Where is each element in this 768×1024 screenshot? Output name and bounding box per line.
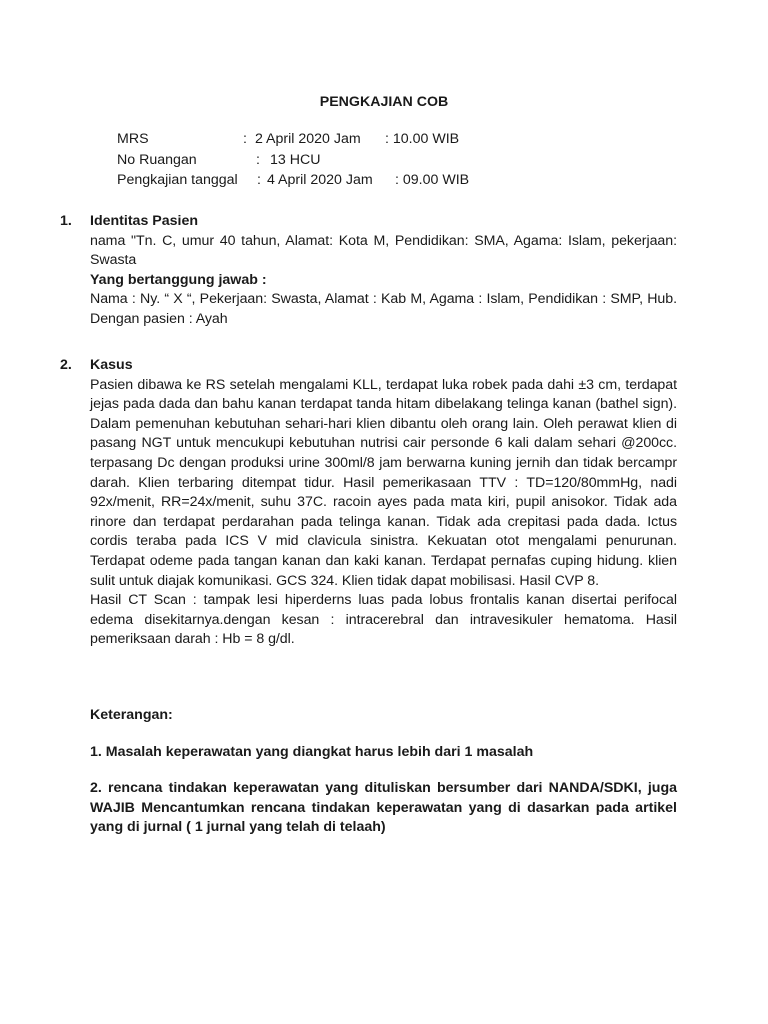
- admission-separator: :: [243, 131, 247, 147]
- admission-label: MRS: [117, 131, 149, 147]
- section-title: Kasus: [90, 357, 133, 373]
- notes-section: [90, 706, 677, 838]
- admission-separator: :: [256, 151, 260, 168]
- admission-value: 13 HCU: [270, 151, 321, 168]
- admission-time: : 09.00 WIB: [395, 172, 470, 189]
- section-number: 1.: [60, 213, 72, 229]
- guardian-heading: Yang bertanggung jawab :: [90, 271, 267, 288]
- section-number: 2.: [60, 357, 72, 373]
- admission-value: 2 April 2020 Jam: [255, 131, 361, 147]
- admission-separator: :: [257, 172, 261, 189]
- admission-label: Pengkajian tanggal: [117, 172, 238, 189]
- patient-identity-text: nama "Tn. C, umur 40 tahun, Alamat: Kota M, Pendidikan: SMA, Agama: Islam, pekerjaan: Swasta: [90, 232, 677, 269]
- section-patient-identity: [60, 212, 677, 330]
- admission-label: No Ruangan: [117, 151, 197, 168]
- notes-item: 2. rencana tindakan keperawatan yang dituliskan bersumber dari NANDA/SDKI, juga WAJIB Mencantumkan rencana tindakan keperawatan yang di dasarkan pada artikel yang di jurnal ( 1 jurnal yang telah di telaah): [90, 780, 677, 836]
- admission-value: 4 April 2020 Jam: [267, 172, 373, 189]
- admission-time: : 10.00 WIB: [385, 131, 460, 147]
- case-paragraph: Pasien dibawa ke RS setelah mengalami KLL, terdapat luka robek pada dahi ±3 cm, terdapat jejas pada dada dan bahu kanan terdapat tanda hitam dibelakang telinga kanan (bathel sign). Dalam pemenuhan kebutuhan sehari-hari klien dibantu oleh orang lain. Oleh perawat klien di pasang NGT untuk mencukupi kebutuhan nutrisi cair personde 6 kali dalam sehari @200cc. terpasang Dc dengan produksi urine 300ml/8 jam berwarna kuning jernih dan tidak bercampr darah. Klien terbaring ditempat tidur. Hasil pemerikasaan TTV : TD=120/80mmHg, nadi 92x/menit, RR=24x/menit, suhu 37C. racoin ayes pada mata kiri, pupil anisokor. Tidak ada rinore dan terdapat perdarahan pada telinga kanan. Tidak ada crepitasi pada dada. Ictus cordis teraba pada ICS V mid clavicula sinistra. Kekuatan otot mengalami penurunan. Terdapat odeme pada tangan kanan dan kaki kanan. Terdapat pernafas cuping hidung. klien sulit untuk diajak komunikasi. GCS 324. Klien tidak dapat mobilisasi. Hasil CVP 8.: [90, 376, 677, 589]
- guardian-identity-text: Nama : Ny. “ X “, Pekerjaan: Swasta, Alamat : Kab M, Agama : Islam, Pendidikan : SMP, Hub. Dengan pasien : Ayah: [90, 291, 677, 327]
- section-case: [60, 356, 677, 650]
- notes-item: 1. Masalah keperawatan yang diangkat harus lebih dari 1 masalah: [90, 743, 534, 760]
- ct-scan-paragraph: Hasil CT Scan : tampak lesi hiperderns luas pada lobus frontalis kanan disertai perifocal edema disekitarnya.dengan kesan : intracerebral dan intravesikuler hematoma. Hasil pemeriksaan darah : Hb = 8 g/dl.: [90, 592, 677, 648]
- document-title: PENGKAJIAN COB: [319, 94, 449, 110]
- section-title: Identitas Pasien: [90, 213, 199, 229]
- notes-title: Keterangan:: [90, 707, 173, 723]
